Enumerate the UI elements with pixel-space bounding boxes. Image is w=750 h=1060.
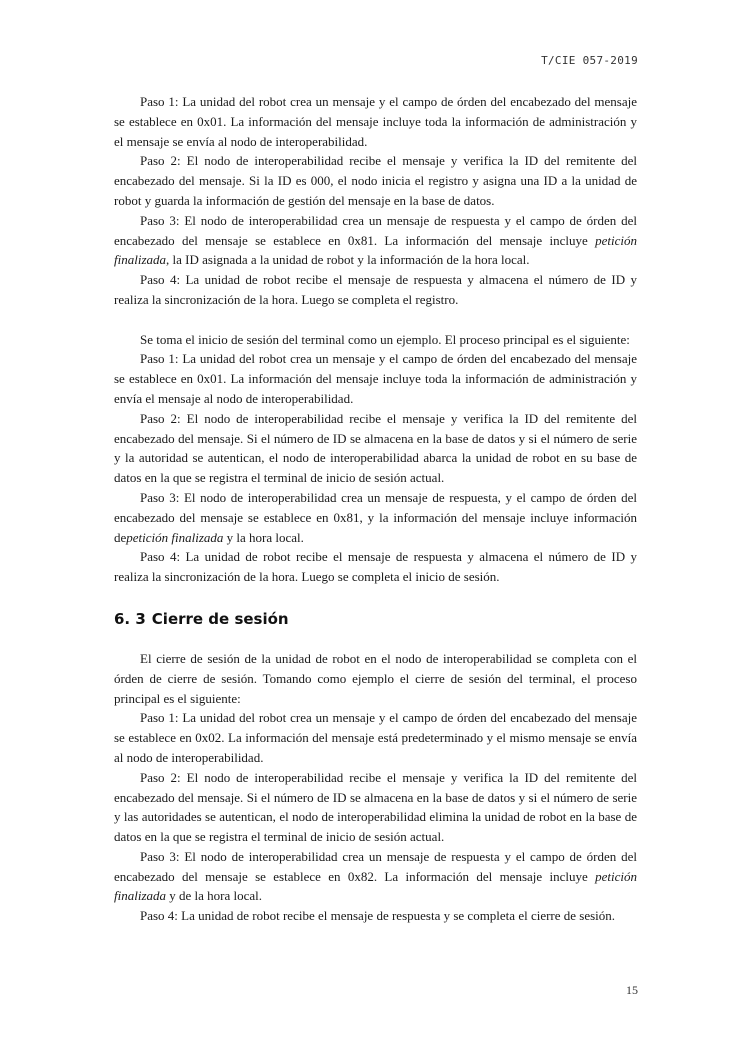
emphasis-text: petición finalizada — [114, 868, 637, 904]
step-text-before: Paso 3: El nodo de interoperabilidad crea un mensaje de respuesta y el campo de órden del encabezado del mensaje se establece en 0x82. La información del mensaje incluye — [114, 848, 637, 884]
login-step-1: Paso 1: La unidad del robot crea un mensaje y el campo de órden del encabezado del mensaje se establece en 0x01. La información del mensaje incluye toda la información de administración y envía el mensaje al nodo de interoperabilidad. — [114, 351, 637, 406]
step-text-after: y de la hora local. — [166, 888, 263, 904]
emphasis-text: petición finalizada — [114, 232, 637, 268]
logout-step-2: Paso 2: El nodo de interoperabilidad recibe el mensaje y verifica la ID del remitente del encabezado del mensaje. Si el número de ID se almacena en la base de datos y si el número de serie y las autoridades se autentican, el nodo de interoperabilidad elimina la unidad de robot en la base de datos en la que se registra el terminal de inicio de sesión actual. — [114, 769, 637, 845]
login-step-3 — [114, 488, 637, 547]
step-text-after: , la ID asignada a la unidad de robot y la información de la hora local. — [166, 252, 530, 268]
step-text-before: Paso 3: El nodo de interoperabilidad crea un mensaje de respuesta, y el campo de órden del encabezado del mensaje se establece en 0x81, y la información del mensaje incluye información de — [114, 489, 637, 545]
section-number: 6. 3 — [114, 609, 146, 628]
logout-intro: El cierre de sesión de la unidad de robot en el nodo de interoperabilidad se completa con el órden de cierre de sesión. Tomando como ejemplo el cierre de sesión del terminal, el proceso principal es el siguiente: — [114, 650, 637, 706]
registration-step-2: Paso 2: El nodo de interoperabilidad recibe el mensaje y verifica la ID del remitente del encabezado del mensaje. Si la ID es 000, el nodo inicia el registro y asigna una ID a la unidad de robot y guarda la información de gestión del mensaje en la base de datos. — [114, 153, 637, 208]
section-heading — [114, 609, 637, 629]
page-body — [114, 92, 637, 926]
registration-step-4: Paso 4: La unidad de robot recibe el mensaje de respuesta y almacena el número de ID y realiza la sincronización de la hora. Luego se completa el registro. — [114, 272, 637, 307]
login-step-4: Paso 4: La unidad de robot recibe el mensaje de respuesta y almacena el número de ID y realiza la sincronización de la hora. Luego se completa el inicio de sesión. — [114, 549, 637, 585]
section-title: Cierre de sesión — [151, 609, 289, 628]
standard-code: T/CIE 057-2019 — [541, 54, 638, 67]
paragraph-gap — [114, 310, 637, 330]
logout-step-1: Paso 1: La unidad del robot crea un mensaje y el campo de órden del encabezado del mensaje se establece en 0x02. La información del mensaje está predeterminado y el mismo mensaje se envía al nodo de interoperabilidad. — [114, 710, 637, 765]
step-text-after: y la hora local. — [223, 529, 304, 545]
page-number: 15 — [626, 983, 638, 997]
emphasis-text: petición finalizada — [126, 529, 224, 545]
login-step-2: Paso 2: El nodo de interoperabilidad recibe el mensaje y verifica la ID del remitente del encabezado del mensaje. Si el número de ID se almacena en la base de datos y si el número de serie y la autoridad se autentican, el nodo de interoperabilidad abarca la unidad de robot en su base de datos en la que se registra el terminal de inicio de sesión actual. — [114, 410, 637, 486]
logout-step-4: Paso 4: La unidad de robot recibe el mensaje de respuesta y se completa el cierre de sesión. — [140, 908, 616, 924]
registration-step-1: Paso 1: La unidad del robot crea un mensaje y el campo de órden del encabezado del mensaje se establece en 0x01. La información del mensaje incluye toda la información de administración y el mensaje se envía al nodo de interoperabilidad. — [114, 94, 637, 149]
login-intro: Se toma el inicio de sesión del terminal como un ejemplo. El proceso principal es el siguiente: — [140, 331, 630, 347]
registration-step-3 — [114, 211, 637, 270]
logout-step-3 — [114, 847, 637, 906]
step-text-before: Paso 3: El nodo de interoperabilidad crea un mensaje de respuesta y el campo de órden del encabezado del mensaje se establece en 0x81. La información del mensaje incluye — [114, 212, 637, 248]
